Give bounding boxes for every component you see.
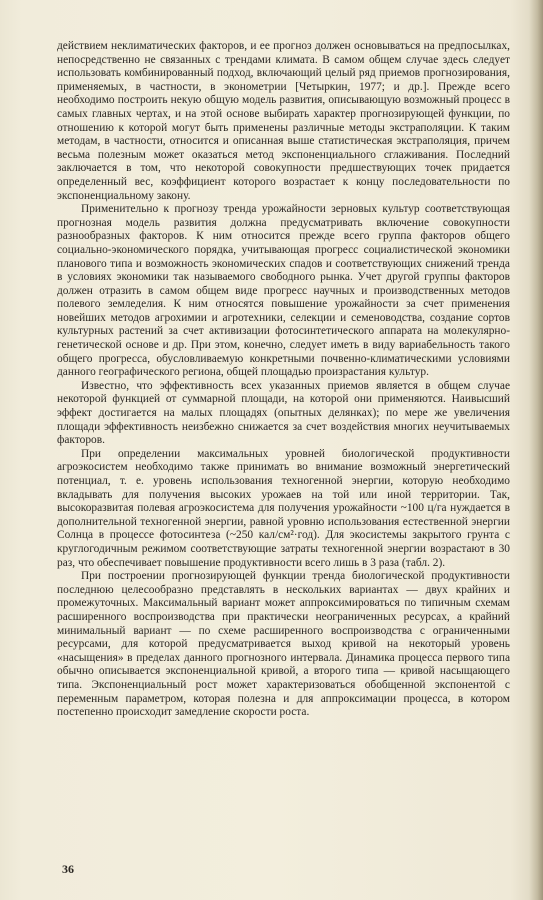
paragraph-4: При определении максимальных уровней биологической продуктивности агроэкосистем необходимо также принимать во внимание возможный энергетический потенциал, т. е. уровень использования техногенной энергии, которую необходимо вкладывать для получения высоких урожаев на той или иной территории. Так, высокоразвитая полевая агроэкосистема для получения урожайности ~100 ц/га нуждается в дополнительной техногенной энергии, равной уровню использования естественной энергии Солнца в процессе фотосинтеза (~250 кал/см²·год). Для экосистемы закрытого грунта с круглогодичным режимом соответствующие затраты техногенной энергии возрастают в 30 раз, что обеспечивает повышение продуктивности всего лишь в 3 раза (табл. 2). bbox=[57, 447, 510, 569]
page-number: 36 bbox=[62, 862, 74, 876]
paragraph-5: При построении прогнозирующей функции тренда биологической продуктивности последнюю целесообразно представлять в нескольких вариантах — двух крайних и промежуточных. Максимальный вариант может аппроксимироваться по типичным схемам расширенного воспроизводства при практически неограниченных ресурсах, а крайний минимальный вариант — по схеме расширенного воспроизводства с ограниченными ресурсами, для которой предусматривается выход кривой на некоторый уровень «насыщения» в пределах данного прогнозного интервала. Динамика процесса первого типа обычно описывается экспоненциальной кривой, а второго типа — кривой насыщающего типа. Экспоненциальный рост может характеризоваться обобщенной экспонентой с переменным параметром, которая полезна и для аппроксимации процесса, в котором постепенно происходит замедление скорости роста. bbox=[57, 570, 510, 719]
paragraph-2: Применительно к прогнозу тренда урожайности зерновых культур соответствующая прогнозная модель развития должна предусматривать включение совокупности разнообразных факторов. К ним относится прежде всего группа факторов общего социально-экономического порядка, учитывающая прогресс социалистической экономики планового типа и возможность экономических спадов и соответствующих снижений тренда в условиях экономики так называемого свободного рынка. Учет другой группы факторов должен отразить в самом общем виде прогресс научных и производственных методов полевого земледелия. К ним относятся повышение урожайности за счет применения новейших методов агрохимии и агротехники, селекции и семеноводства, создание сортов культурных растений за счет активизации фотосинтетического аппарата на молекулярно-генетической основе и др. При этом, конечно, следует иметь в виду вариабельность такого общего прогресса, обусловливаемую конкретными почвенно-климатическими условиями данного географического региона, общей площадью произрастания культур. bbox=[57, 203, 510, 379]
body-text bbox=[57, 40, 510, 720]
page-spine-shadow bbox=[529, 0, 543, 900]
paragraph-1: действием неклиматических факторов, и ее прогноз должен основываться на предпосылках, непосредственно не связанных с трендами климата. В самом общем случае здесь следует использовать комбинированный подход, включающий целый ряд приемов прогнозирования, применяемых, в частности, в эконометрии [Четыркин, 1977; и др.]. Прежде всего необходимо построить некую общую модель развития, описывающую возможный процесс в самых главных чертах, и на этой основе выбирать характер прогнозирующей функции, по отношению к которой могут быть применены различные методы экстраполяции. К таким методам, в частности, относится и описанная выше статистическая экстраполяция, причем весьма полезным может оказаться метод экспоненциального сглаживания. Последний заключается в том, что некоторой совокупности предшествующих точек придается определенный вес, коэффициент которого возрастает к концу последовательности по экспоненциальному закону. bbox=[57, 40, 510, 202]
paragraph-3: Известно, что эффективность всех указанных приемов является в общем случае некоторой функцией от суммарной площади, на которой они применяются. Наивысший эффект достигается на малых площадях (опытных делянках); по мере же увеличения площади эффективность неизбежно снижается за счет воздействия многих неучитываемых факторов. bbox=[57, 379, 510, 447]
